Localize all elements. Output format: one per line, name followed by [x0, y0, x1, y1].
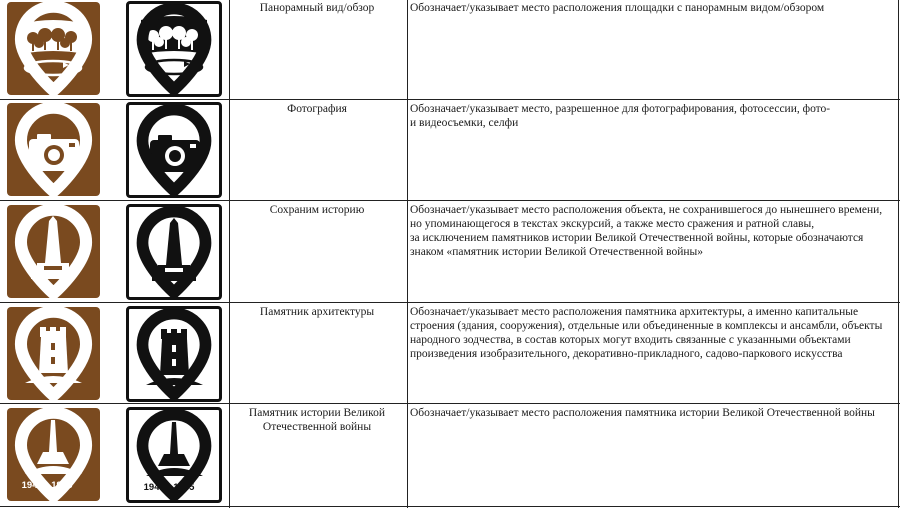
location-pin-icon [7, 205, 100, 298]
location-pin-icon [129, 309, 219, 399]
location-pin-icon [7, 2, 100, 95]
sign-name: Фотография [287, 103, 347, 115]
location-pin-icon [7, 307, 100, 400]
camera-icon [126, 102, 222, 198]
location-pin-icon [129, 410, 219, 500]
table-row [0, 404, 900, 506]
years-label: 1941 - 1945 [21, 480, 73, 491]
war-memorial-icon [126, 407, 222, 503]
panorama-icon [7, 2, 100, 95]
location-pin-icon [129, 4, 219, 94]
sign-name: Памятник архитектуры [259, 306, 375, 318]
tower-icon [126, 306, 222, 402]
sign-name: Панорамный вид/обзор [259, 2, 375, 14]
table-row [0, 100, 900, 200]
sign-description: Обозначает/указывает место расположения памятника архитектуры, а именно капитальные строения (здания, сооружения), отдельные или объединенные в комплексы и ансамбли, объекты народного зодчества, в состав которых могут входить связанные с указанными объектами произведения изобразительного, декоративно-прикладного, садово-паркового искусства [410, 306, 883, 360]
sign-description: Обозначает/указывает место расположения памятника истории Великой Отечественной войны [410, 407, 875, 419]
location-pin-icon [129, 105, 219, 195]
location-pin-icon [7, 103, 100, 196]
war-memorial-icon [7, 408, 100, 501]
obelisk-icon [126, 204, 222, 300]
sign-name: Сохраним историю [269, 204, 365, 216]
panorama-icon [126, 1, 222, 97]
camera-icon [7, 103, 100, 196]
table-row [0, 303, 900, 403]
years-label: 1941 - 1945 [143, 482, 195, 493]
tower-icon [7, 307, 100, 400]
sign-description: Обозначает/указывает место расположения площадки с панорамным видом/обзором [410, 2, 825, 14]
row-divider [0, 506, 900, 507]
location-pin-icon [129, 207, 219, 297]
obelisk-icon [7, 205, 100, 298]
location-pin-icon [7, 408, 100, 501]
table-row [0, 201, 900, 302]
sign-description: Обозначает/указывает место расположения объекта, не сохранившегося до нынешнего времени, но упоминающегося в текстах экскурсий, а также место сражения и ратной славы, за исключением памятников истории Великой Отечественной войны, которые обозначаются знаком «памятник истории Великой Отечественной войны» [410, 204, 883, 258]
sign-description: Обозначает/указывает место, разрешенное для фотографирования, фотосессии, фото- и видеосъемки, селфи [410, 103, 831, 129]
table-row [0, 0, 900, 99]
sign-name: Памятник истории Великой Отечественной войны [248, 407, 386, 433]
